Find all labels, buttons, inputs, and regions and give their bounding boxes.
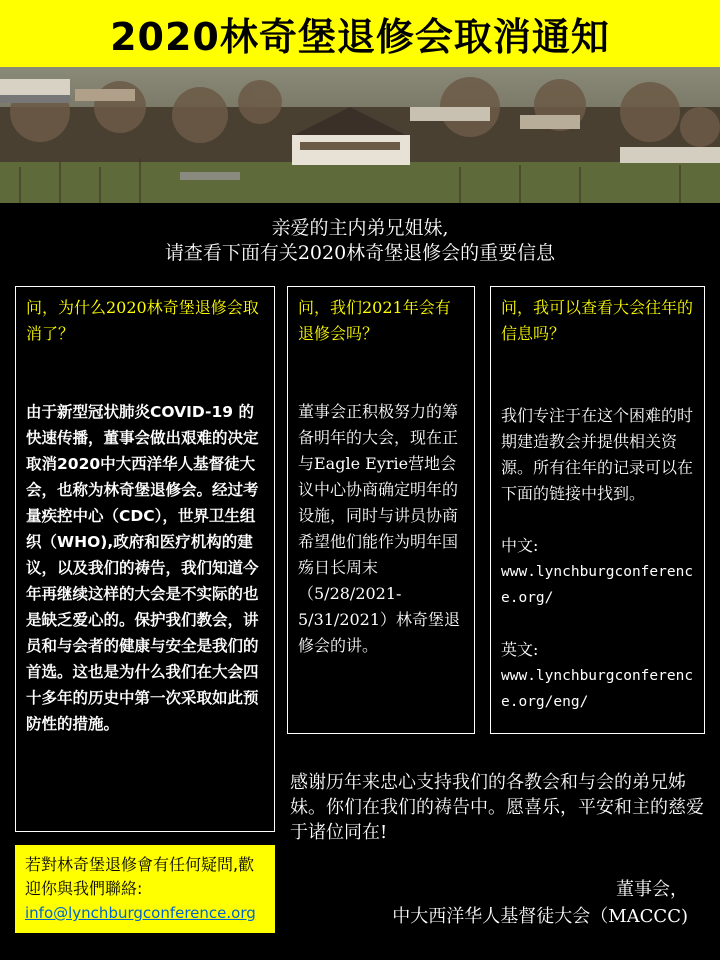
faq-answer: 我们专注于在这个困难的时期建造教会并提供相关资源。所有往年的记录可以在下面的链接中找到。 <box>501 406 694 503</box>
faq-box-cancellation <box>15 286 275 832</box>
chinese-label: 中文: <box>501 536 539 555</box>
signature <box>392 876 688 930</box>
greeting-line-2: 请查看下面有关2020林奇堡退修会的重要信息 <box>164 242 556 264</box>
contact-email-link[interactable]: info@lynchburgconference.org <box>25 904 256 922</box>
faq-question: 问，我可以查看大会往年的信息吗？ <box>501 298 694 343</box>
chinese-site-link[interactable]: www.lynchburgconference.org/ <box>501 564 694 606</box>
signature-line-2: 中大西洋华人基督徒大会（MACCC) <box>392 906 688 927</box>
campus-aerial-photo <box>0 67 720 203</box>
faq-question: 问，我们2021年会有退修会吗？ <box>298 298 451 343</box>
contact-box <box>15 845 275 933</box>
faq-question: 问，为什么2020林奇堡退修会取消了？ <box>26 298 259 343</box>
english-label: 英文: <box>501 640 539 659</box>
faq-answer-block <box>501 403 694 715</box>
faq-answer: 董事会正积极努力的筹备明年的大会，现在正与Eagle Eyrie营地会议中心协商确定明年的设施，同时与讲员协商希望他们能作为明年国殇日长周末（5/28/2021-5/31/2021）林奇堡退修会的讲。 <box>298 402 461 655</box>
greeting <box>0 216 720 266</box>
faq-answer: 由于新型冠状肺炎COVID-19 的快速传播，董事会做出艰难的决定取消2020中大西洋华人基督徒大会，也称为林奇堡退修会。经过考量疾控中心（CDC），世界卫生组织（WHO),政府和医疗机构的建议，以及我们的祷告，我们知道今年再继续这样的大会是不实际的也是缺乏爱心的。保护我们教会，讲员和与会者的健康与安全是我们的首选。这也是为什么我们在大会四十多年的历史中第一次采取如此预防性的措施。 <box>26 403 259 733</box>
faq-box-history <box>490 286 705 734</box>
greeting-line-1: 亲爱的主内弟兄姐妹, <box>271 217 449 239</box>
thanks-message: 感谢历年来忠心支持我们的各教会和与会的弟兄姊妹。你们在我们的祷告中。愿喜乐，平安和主的慈爱于诸位同在! <box>290 772 704 843</box>
faq-box-2021 <box>287 286 475 734</box>
english-site-link[interactable]: www.lynchburgconference.org/eng/ <box>501 668 694 710</box>
signature-line-1: 董事会， <box>616 879 688 900</box>
page-title: 2020林奇堡退修会取消通知 <box>0 0 720 67</box>
contact-text: 若對林奇堡退修會有任何疑問,歡迎你與我們聯絡: <box>25 855 255 898</box>
